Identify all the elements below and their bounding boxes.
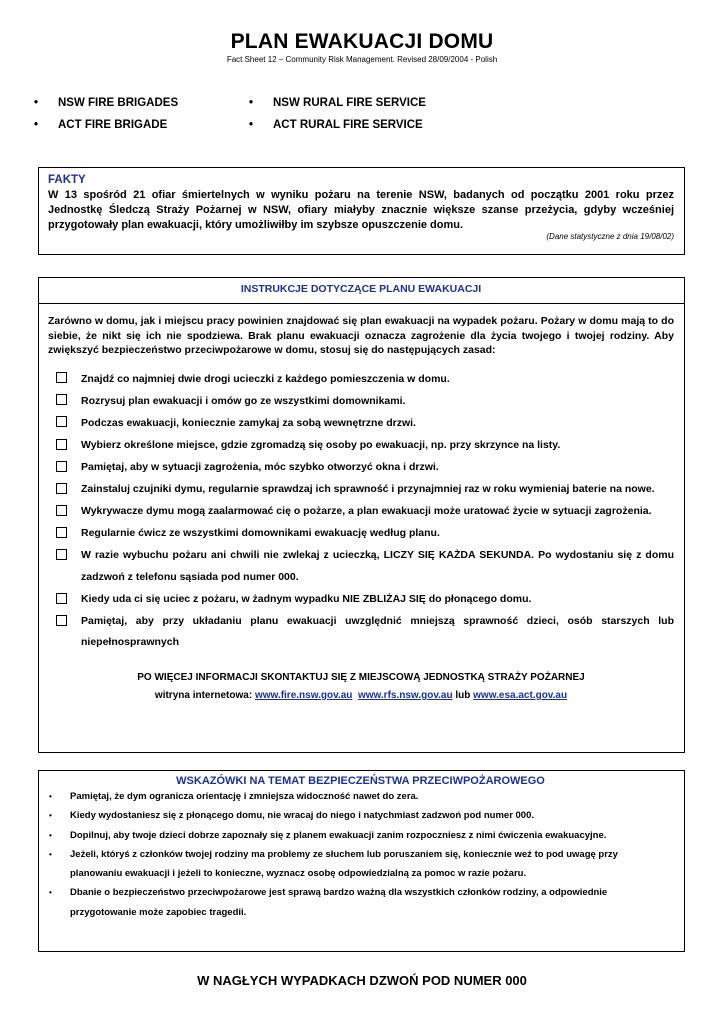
contact-info: PO WIĘCEJ INFORMACJI SKONTAKTUJ SIĘ Z MIEJSCOWĄ JEDNOSTKĄ STRAŻY POŻARNEJ — [137, 671, 585, 683]
facts-note: (Dane statystyczne z dnia 19/08/02) — [546, 232, 674, 241]
tip-item: • Dbanie o bezpieczeństwo przeciwpożarowe jest sprawą bardzo ważną dla wszystkich członków rodziny, a odpowiednie przygotowanie może zapobiec tragedii. — [49, 883, 672, 922]
checklist-item: Wybierz określone miejsce, gdzie zgromadzą się osoby po ewakuacji, np. przy skrzynce na listy. — [48, 435, 674, 457]
checklist — [48, 369, 674, 654]
tip-item: • Jeżeli, któryś z członków twojej rodziny ma problemy ze słuchem lub poruszaniem się, koniecznie weź to pod uwagę przy planowaniu ewakuacji i jeżeli to konieczne, wyznacz osobę odpowiedzialną za pomoc w razie pożaru. — [49, 845, 672, 884]
facts-box — [38, 167, 685, 255]
tip-item: • Kiedy wydostaniesz się z płonącego domu, nie wracaj do niego i natychmiast zadzwoń pod numer 000. — [49, 806, 672, 825]
link-fire-nsw[interactable]: www.fire.nsw.gov.au — [254, 689, 353, 701]
bullet-icon: • — [249, 97, 254, 109]
checklist-item: Podczas ewakuacji, koniecznie zamykaj za sobą wewnętrzne drzwi. — [48, 413, 674, 435]
link-esa-act[interactable]: www.esa.act.gov.au — [473, 689, 568, 701]
website-line: witryna internetowa: www.fire.nsw.gov.au www.rfs.nsw.gov.au lub www.esa.act.gov.au — [154, 689, 568, 701]
checkbox-icon — [56, 615, 67, 626]
facts-text: W 13 spośród 21 ofiar śmiertelnych w wyniku pożaru na terenie NSW, badanych od początku 2001 roku przez Jednostkę Śledczą Straży Pożarnej w NSW, ofiary miałyby znacznie większe szanse przeżycia, gdyby wcześniej przygotowały plan ewakuacji, który umożliwiłby im szybsze opuszczenie domu. — [48, 189, 674, 231]
tip-item: • Pamiętaj, że dym ogranicza orientację i zmniejsza widoczność nawet do zera. — [49, 787, 672, 806]
checklist-item: Regularnie ćwicz ze wszystkimi domownikami ewakuację według planu. — [48, 523, 674, 545]
divider — [39, 303, 684, 304]
bullet-icon: • — [49, 849, 52, 859]
brigade-act-fire: • ACT FIRE BRIGADE — [34, 119, 168, 131]
checkbox-icon — [56, 394, 67, 405]
instructions-box — [38, 277, 685, 753]
brigade-nsw-rural: • NSW RURAL FIRE SERVICE — [249, 97, 426, 109]
instructions-heading: INSTRUKCJE DOTYCZĄCE PLANU EWAKUACJI — [240, 283, 482, 295]
tips-box — [38, 770, 685, 952]
checkbox-icon — [56, 483, 67, 494]
bullet-icon: • — [49, 830, 52, 840]
link-rfs-nsw[interactable]: www.rfs.nsw.gov.au — [357, 689, 453, 701]
checklist-item: Znajdź co najmniej dwie drogi ucieczki z każdego pomieszczenia w domu. — [48, 369, 674, 391]
checkbox-icon — [56, 549, 67, 560]
checkbox-icon — [56, 461, 67, 472]
checkbox-icon — [56, 416, 67, 427]
bullet-icon: • — [34, 119, 39, 131]
tips-list — [49, 787, 672, 922]
checkbox-icon — [56, 372, 67, 383]
checklist-item: W razie wybuchu pożaru ani chwili nie zwlekaj z ucieczką, LICZY SIĘ KAŻDA SEKUNDA. Po wydostaniu się z domu zadzwoń z telefonu sąsiada pod numer 000. — [48, 545, 674, 588]
bullet-icon: • — [34, 97, 39, 109]
emergency-footer: W NAGŁYCH WYPADKACH DZWOŃ POD NUMER 000 — [197, 973, 527, 988]
checkbox-icon — [56, 439, 67, 450]
checkbox-icon — [56, 527, 67, 538]
tips-heading: WSKAZÓWKI NA TEMAT BEZPIECZEŃSTWA PRZECIWPOŻAROWEGO — [176, 775, 545, 787]
bullet-icon: • — [49, 792, 52, 801]
checklist-item: Kiedy uda ci się uciec z pożaru, w żadnym wypadku NIE ZBLIŻAJ SIĘ do płonącego domu. — [48, 589, 674, 611]
tip-item: • Dopilnuj, aby twoje dzieci dobrze zapoznały się z planem ewakuacji zanim rozpoczniesz z nimi ćwiczenia ewakuacyjne. — [49, 826, 672, 845]
facts-heading: FAKTY — [48, 174, 86, 186]
checklist-item: Rozrysuj plan ewakuacji i omów go ze wszystkimi domownikami. — [48, 391, 674, 413]
checklist-item: Pamiętaj, aby przy układaniu planu ewakuacji uwzględnić mniejszą sprawność dzieci, osób starszych lub niepełnosprawnych — [48, 611, 674, 654]
bullet-icon: • — [49, 811, 52, 821]
checklist-item: Zainstaluj czujniki dymu, regularnie sprawdzaj ich sprawność i przynajmniej raz w roku wymieniaj baterie na nowe. — [48, 479, 674, 501]
bullet-icon: • — [49, 888, 52, 898]
checklist-item: Wykrywacze dymu mogą zaalarmować cię o pożarze, a plan ewakuacji może uratować życie w sytuacji zagrożenia. — [48, 501, 674, 523]
page-title: PLAN EWAKUACJI DOMU — [230, 30, 494, 53]
brigade-act-rural: • ACT RURAL FIRE SERVICE — [249, 119, 423, 131]
bullet-icon: • — [249, 119, 254, 131]
page-subtitle: Fact Sheet 12 – Community Risk Management. Revised 28/09/2004 - Polish — [226, 55, 498, 64]
checkbox-icon — [56, 505, 67, 516]
instructions-intro: Zarówno w domu, jak i miejscu pracy powinien znajdować się plan ewakuacji na wypadek pożaru. Pożary w domu mają to do siebie, że nikt się ich nie spodziewa. Brak planu ewakuacji oznacza zagrożenie dla życia twojego i twojej rodziny. Aby zwiększyć bezpieczeństwo przeciwpożarowe w domu, stosuj się do następujących zasad: — [48, 315, 674, 356]
checklist-item: Pamiętaj, aby w sytuacji zagrożenia, móc szybko otworzyć okna i drzwi. — [48, 457, 674, 479]
checkbox-icon — [56, 593, 67, 604]
brigade-nsw-fire: • NSW FIRE BRIGADES — [34, 97, 179, 109]
